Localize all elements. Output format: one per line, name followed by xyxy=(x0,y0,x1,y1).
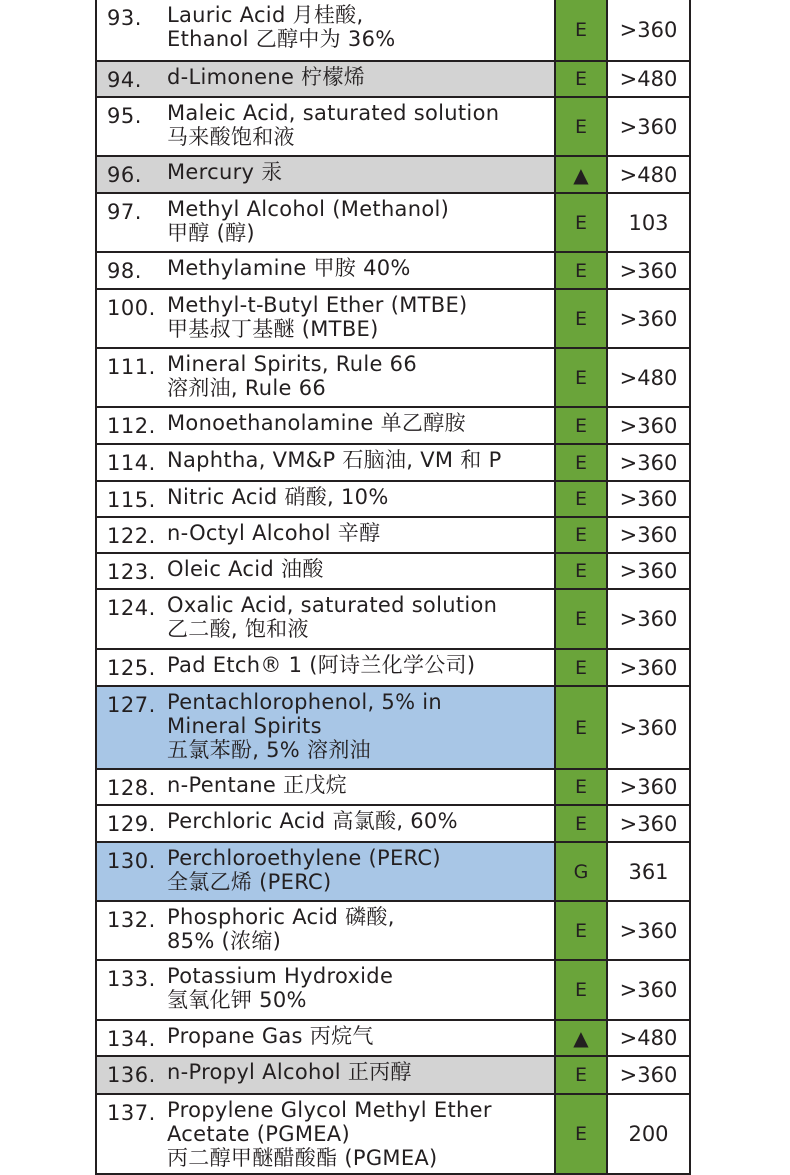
row-number: 111. xyxy=(107,355,156,379)
breakthrough-time: >360 xyxy=(619,487,678,511)
rating-cell xyxy=(556,349,608,406)
table-row xyxy=(95,902,691,961)
table-row xyxy=(95,1095,691,1175)
chemical-name: Pentachlorophenol, 5% in Mineral Spirits 五氯苯酚, 5% 溶剂油 xyxy=(167,690,443,762)
breakthrough-time: >360 xyxy=(619,18,678,42)
row-number: 123. xyxy=(107,560,156,584)
breakthrough-time-cell xyxy=(608,843,689,900)
chemical-name: n-Propyl Alcohol 正丙醇 xyxy=(167,1060,412,1084)
chemical-name-cell xyxy=(97,98,556,155)
rating-value: E xyxy=(574,1064,587,1086)
row-number: 136. xyxy=(107,1063,156,1087)
breakthrough-time: >480 xyxy=(619,365,678,390)
breakthrough-time-cell xyxy=(608,902,689,959)
table-row xyxy=(95,770,691,806)
chemical-name: Oleic Acid 油酸 xyxy=(167,557,324,581)
breakthrough-time-cell xyxy=(608,650,689,685)
row-number: 127. xyxy=(107,693,156,717)
rating-value: E xyxy=(574,608,587,630)
table-row xyxy=(95,194,691,253)
chemical-name: Methyl Alcohol (Methanol) 甲醇 (醇) xyxy=(167,197,450,245)
chemical-name: Mineral Spirits, Rule 66 溶剂油, Rule 66 xyxy=(167,352,417,400)
rating-value: E xyxy=(574,776,587,798)
table-row xyxy=(95,687,691,770)
breakthrough-time-cell xyxy=(608,961,689,1019)
rating-cell xyxy=(556,445,608,480)
breakthrough-time-cell xyxy=(608,770,689,804)
breakthrough-time: >360 xyxy=(619,306,678,331)
breakthrough-time: >360 xyxy=(619,413,678,438)
breakthrough-time: >360 xyxy=(619,559,678,583)
breakthrough-time-cell xyxy=(608,408,689,443)
chemical-name: Maleic Acid, saturated solution 马来酸饱和液 xyxy=(167,101,500,149)
row-number: 93. xyxy=(107,6,142,30)
chemical-name-cell xyxy=(97,445,556,480)
chemical-name-cell xyxy=(97,482,556,516)
table-row xyxy=(95,482,691,518)
breakthrough-time: >480 xyxy=(619,162,678,187)
chemical-name: n-Pentane 正戊烷 xyxy=(167,773,347,797)
breakthrough-time: >360 xyxy=(619,523,678,547)
rating-cell xyxy=(556,1057,608,1093)
breakthrough-time-cell xyxy=(608,0,689,60)
chemical-name-cell xyxy=(97,194,556,251)
row-number: 97. xyxy=(107,200,142,224)
breakthrough-time-cell xyxy=(608,290,689,347)
rating-cell xyxy=(556,482,608,516)
chemical-name-cell xyxy=(97,590,556,648)
chemical-name-cell xyxy=(97,650,556,685)
row-number: 100. xyxy=(107,296,156,320)
row-number: 128. xyxy=(107,776,156,800)
rating-value: E xyxy=(574,656,587,679)
breakthrough-time: >480 xyxy=(619,1026,678,1050)
chemical-name: Propylene Glycol Methyl Ether Acetate (PGMEA) 丙二醇甲醚醋酸酯 (PGMEA) xyxy=(167,1098,492,1170)
rating-cell xyxy=(556,650,608,685)
rating-value: E xyxy=(574,259,587,282)
breakthrough-time-cell xyxy=(608,687,689,768)
rating-value: E xyxy=(574,488,587,510)
chemical-name: Naphtha, VM&P 石脑油, VM 和 P xyxy=(167,448,502,472)
rating-cell xyxy=(556,687,608,768)
table-row xyxy=(95,290,691,349)
breakthrough-time-cell xyxy=(608,1095,689,1173)
rating-value: E xyxy=(574,68,587,90)
rating-cell xyxy=(556,408,608,443)
breakthrough-time: 103 xyxy=(628,210,669,235)
table-row xyxy=(95,157,691,194)
rating-value: E xyxy=(574,115,587,138)
table-row xyxy=(95,843,691,902)
chemical-name: Propane Gas 丙烷气 xyxy=(167,1024,374,1048)
breakthrough-time-cell xyxy=(608,194,689,251)
chemical-name-cell xyxy=(97,349,556,406)
row-number: 98. xyxy=(107,259,142,283)
table-row xyxy=(95,806,691,843)
chemical-resistance-table xyxy=(95,0,691,1175)
table-row xyxy=(95,349,691,408)
rating-value: E xyxy=(574,979,587,1001)
rating-value: E xyxy=(574,524,587,546)
row-number: 129. xyxy=(107,812,156,836)
rating-cell xyxy=(556,0,608,60)
row-number: 95. xyxy=(107,104,142,128)
chemical-name-cell xyxy=(97,806,556,841)
rating-cell xyxy=(556,843,608,900)
chemical-name-cell xyxy=(97,1057,556,1093)
breakthrough-time-cell xyxy=(608,806,689,841)
rating-cell xyxy=(556,157,608,192)
rating-value: E xyxy=(574,716,587,739)
rating-cell xyxy=(556,961,608,1019)
table-row xyxy=(95,0,691,62)
breakthrough-time-cell xyxy=(608,482,689,516)
breakthrough-time: >360 xyxy=(619,450,678,475)
chemical-name: Lauric Acid 月桂酸, Ethanol 乙醇中为 36% xyxy=(167,3,396,51)
breakthrough-time-cell xyxy=(608,253,689,288)
chemical-name: Perchloroethylene (PERC) 全氯乙烯 (PERC) xyxy=(167,846,441,894)
rating-value: E xyxy=(574,366,587,389)
chemical-name-cell xyxy=(97,687,556,768)
rating-value: E xyxy=(574,414,587,437)
chemical-name: Nitric Acid 硝酸, 10% xyxy=(167,485,389,509)
rating-value: E xyxy=(574,919,587,942)
breakthrough-time: >360 xyxy=(619,775,678,799)
row-number: 114. xyxy=(107,451,156,475)
chemical-name-cell xyxy=(97,770,556,804)
breakthrough-time-cell xyxy=(608,590,689,648)
chemical-name-cell xyxy=(97,290,556,347)
chemical-name-cell xyxy=(97,554,556,588)
table-row xyxy=(95,961,691,1021)
chemical-name: Methyl-t-Butyl Ether (MTBE) 甲基叔丁基醚 (MTBE) xyxy=(167,293,468,341)
rating-cell xyxy=(556,518,608,552)
breakthrough-time: >360 xyxy=(619,811,678,836)
rating-value: E xyxy=(574,451,587,474)
chemical-name: n-Octyl Alcohol 辛醇 xyxy=(167,521,381,545)
table-row xyxy=(95,650,691,687)
chemical-name: Monoethanolamine 单乙醇胺 xyxy=(167,411,466,435)
row-number: 124. xyxy=(107,596,156,620)
chemical-name-cell xyxy=(97,157,556,192)
rating-value: E xyxy=(574,1123,587,1145)
row-number: 125. xyxy=(107,656,156,680)
row-number: 137. xyxy=(107,1101,156,1125)
row-number: 115. xyxy=(107,488,156,512)
chemical-name-cell xyxy=(97,961,556,1019)
rating-value: G xyxy=(573,860,589,883)
rating-value: E xyxy=(574,19,587,41)
breakthrough-time: >360 xyxy=(619,258,678,283)
rating-cell xyxy=(556,554,608,588)
breakthrough-time-cell xyxy=(608,349,689,406)
row-number: 130. xyxy=(107,849,156,873)
rating-value: E xyxy=(574,560,587,582)
breakthrough-time-cell xyxy=(608,1057,689,1093)
breakthrough-time-cell xyxy=(608,157,689,192)
row-number: 122. xyxy=(107,524,156,548)
chemical-name: Perchloric Acid 高氯酸, 60% xyxy=(167,809,458,833)
chemical-name: Methylamine 甲胺 40% xyxy=(167,256,411,280)
rating-cell xyxy=(556,1095,608,1173)
row-number: 132. xyxy=(107,908,156,932)
chemical-name: Potassium Hydroxide 氢氧化钾 50% xyxy=(167,964,394,1012)
table-row xyxy=(95,62,691,98)
rating-cell xyxy=(556,253,608,288)
chemical-name-cell xyxy=(97,62,556,96)
row-number: 112. xyxy=(107,414,156,438)
table-row xyxy=(95,1021,691,1057)
rating-cell xyxy=(556,1021,608,1055)
chemical-name-cell xyxy=(97,843,556,900)
chemical-name-cell xyxy=(97,518,556,552)
row-number: 96. xyxy=(107,163,142,187)
rating-value: E xyxy=(574,812,587,835)
rating-value: ▲ xyxy=(573,162,589,187)
breakthrough-time-cell xyxy=(608,554,689,588)
breakthrough-time-cell xyxy=(608,445,689,480)
rating-cell xyxy=(556,62,608,96)
chemical-name: Oxalic Acid, saturated solution 乙二酸, 饱和液 xyxy=(167,593,498,641)
breakthrough-time: 361 xyxy=(628,859,669,884)
table-row xyxy=(95,554,691,590)
table-row xyxy=(95,590,691,650)
chemical-name: Pad Etch® 1 (阿诗兰化学公司) xyxy=(167,653,476,677)
chemical-name: Phosphoric Acid 磷酸, 85% (浓缩) xyxy=(167,905,395,953)
rating-value: ▲ xyxy=(573,1026,589,1050)
breakthrough-time-cell xyxy=(608,62,689,96)
row-number: 134. xyxy=(107,1027,156,1051)
breakthrough-time: >480 xyxy=(619,67,678,91)
rating-cell xyxy=(556,770,608,804)
table-row xyxy=(95,408,691,445)
table-row xyxy=(95,1057,691,1095)
rating-cell xyxy=(556,98,608,155)
breakthrough-time: >360 xyxy=(619,655,678,680)
chemical-name-cell xyxy=(97,902,556,959)
row-number: 94. xyxy=(107,68,142,92)
breakthrough-time: >360 xyxy=(619,978,678,1002)
chemical-name-cell xyxy=(97,0,556,60)
breakthrough-time: >360 xyxy=(619,715,678,740)
rating-cell xyxy=(556,290,608,347)
rating-cell xyxy=(556,806,608,841)
breakthrough-time: >360 xyxy=(619,114,678,139)
table-row xyxy=(95,98,691,157)
breakthrough-time: 200 xyxy=(628,1122,669,1146)
chemical-name-cell xyxy=(97,408,556,443)
rating-value: E xyxy=(574,307,587,330)
breakthrough-time-cell xyxy=(608,98,689,155)
rating-value: E xyxy=(574,211,587,234)
chemical-name: Mercury 汞 xyxy=(167,160,283,184)
breakthrough-time: >360 xyxy=(619,607,678,631)
chemical-name-cell xyxy=(97,1095,556,1173)
chemical-name-cell xyxy=(97,1021,556,1055)
rating-cell xyxy=(556,590,608,648)
breakthrough-time: >360 xyxy=(619,1063,678,1087)
rating-cell xyxy=(556,902,608,959)
table-row xyxy=(95,253,691,290)
rating-cell xyxy=(556,194,608,251)
breakthrough-time: >360 xyxy=(619,918,678,943)
table-row xyxy=(95,518,691,554)
breakthrough-time-cell xyxy=(608,1021,689,1055)
table-row xyxy=(95,445,691,482)
row-number: 133. xyxy=(107,967,156,991)
chemical-name: d-Limonene 柠檬烯 xyxy=(167,65,366,89)
breakthrough-time-cell xyxy=(608,518,689,552)
chemical-name-cell xyxy=(97,253,556,288)
